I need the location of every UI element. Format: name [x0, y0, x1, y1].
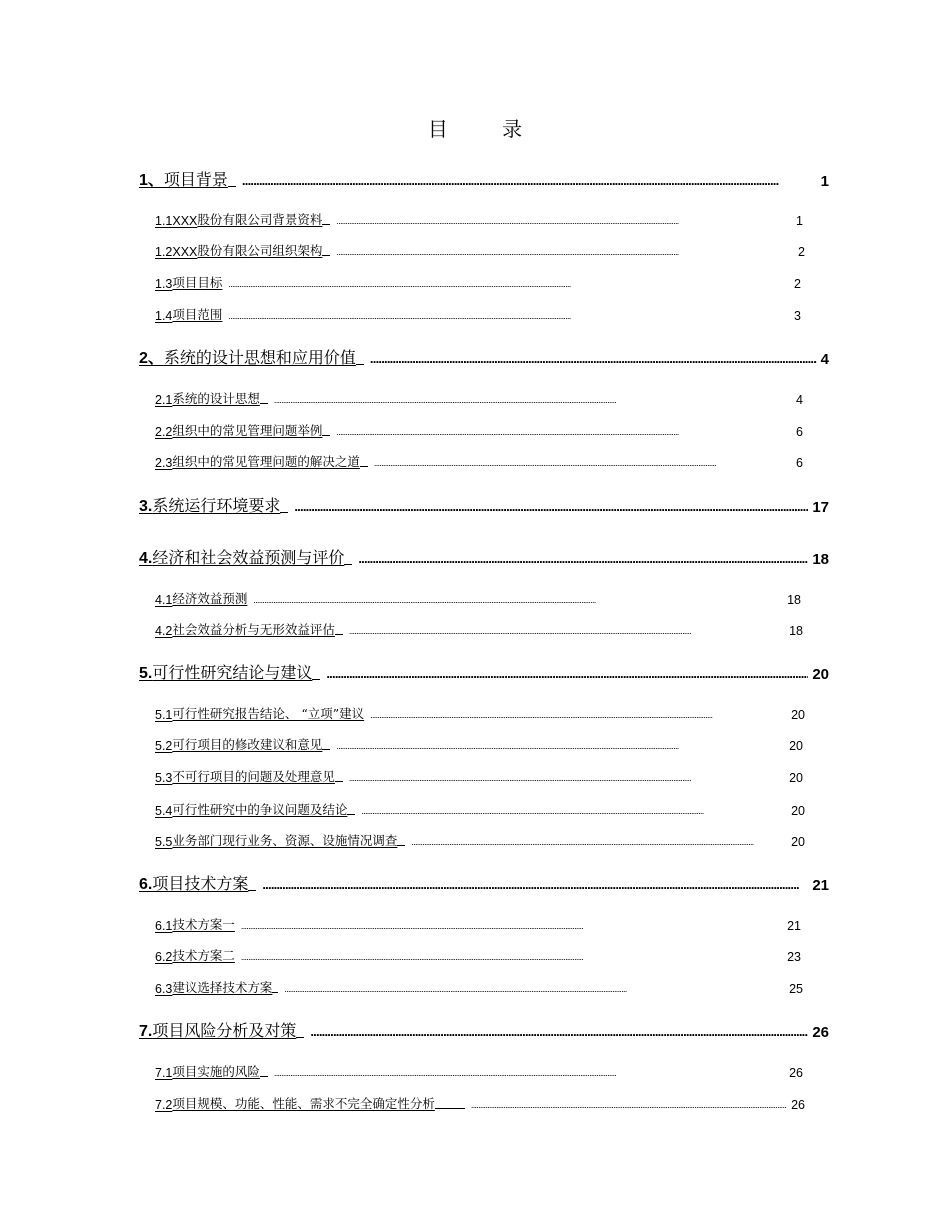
dot-leader — [228, 309, 790, 323]
entry-number: 2、 — [139, 350, 164, 367]
dot-leader — [284, 982, 785, 996]
toc-entry-6[interactable] — [139, 872, 829, 894]
toc-entry-2-3[interactable] — [155, 452, 803, 470]
entry-page: 25 — [789, 982, 803, 996]
entry-page: 20 — [791, 804, 805, 818]
toc-entry-5[interactable] — [139, 661, 829, 683]
entry-title: 业务部门现行业务、资源、设施情况调查 — [172, 833, 398, 848]
entry-number: 7. — [139, 1023, 153, 1040]
toc-entry-5-3[interactable] — [155, 767, 803, 785]
entry-title: 系统的设计思想和应用价值 — [163, 348, 356, 367]
entry-title: 项目规模、功能、性能、需求不完全确定性分析 — [172, 1096, 435, 1111]
entry-page: 26 — [791, 1098, 805, 1112]
entry-page: 20 — [789, 771, 803, 785]
toc-entry-5-2[interactable] — [155, 735, 803, 753]
entry-title: 组织中的常见管理问题的解决之道 — [172, 454, 360, 469]
entry-number: 6.3 — [155, 982, 173, 996]
entry-number: 1.4 — [155, 309, 173, 323]
toc-entry-4-1[interactable] — [155, 589, 801, 607]
entry-title: 社会效益分析与无形效益评估 — [172, 622, 335, 637]
toc-entry-5-1[interactable] — [155, 704, 805, 722]
entry-number: 5. — [139, 665, 153, 682]
dot-leader — [411, 835, 787, 849]
entry-number: 4.1 — [155, 593, 173, 607]
entry-title: 股份有限公司组织架构 — [197, 243, 323, 258]
entry-number: 6. — [139, 876, 153, 893]
entry-title: 项目技术方案 — [152, 874, 249, 893]
dot-leader — [349, 624, 785, 638]
entry-title: 股份有限公司背景资料 — [197, 212, 323, 227]
entry-title: 经济和社会效益预测与评价 — [152, 548, 345, 567]
toc-entry-5-4[interactable] — [155, 800, 805, 818]
toc-entry-7-2[interactable] — [155, 1094, 805, 1112]
entry-page: 20 — [789, 739, 803, 753]
dot-leader — [253, 593, 783, 607]
entry-page: 3 — [794, 309, 801, 323]
entry-title: 系统的设计思想 — [172, 391, 260, 406]
entry-page: 1 — [796, 214, 803, 228]
entry-number: 2.3 — [155, 456, 173, 470]
toc-entry-1-4[interactable] — [155, 305, 801, 323]
entry-number: 5.2 — [155, 739, 173, 753]
toc-entry-3[interactable] — [139, 494, 829, 516]
toc-entry-7-1[interactable] — [155, 1062, 803, 1080]
toc-entry-1-3[interactable] — [155, 273, 801, 291]
entry-number: 5.5 — [155, 835, 173, 849]
dot-leader — [358, 550, 808, 568]
dot-leader — [336, 245, 794, 259]
entry-page: 6 — [796, 456, 803, 470]
entry-page: 2 — [794, 277, 801, 291]
entry-title: 可行性研究结论与建议 — [152, 663, 313, 682]
entry-number: 4.2 — [155, 624, 173, 638]
entry-page: 4 — [820, 351, 829, 368]
entry-title: 技术方案二 — [172, 948, 235, 963]
entry-number: 1.3 — [155, 277, 173, 291]
entry-title: 项目背景 — [163, 170, 228, 189]
dot-leader — [262, 876, 808, 894]
entry-title: 可行项目的修改建议和意见 — [172, 737, 323, 752]
dot-leader — [336, 425, 792, 439]
entry-title: 技术方案一 — [172, 917, 235, 932]
entry-page: 20 — [791, 708, 805, 722]
dot-leader — [326, 665, 808, 683]
entry-title: 项目目标 — [172, 275, 223, 290]
dot-leader — [336, 214, 792, 228]
entry-title: 项目实施的风险 — [172, 1064, 260, 1079]
entry-number: 6.2 — [155, 950, 173, 964]
entry-page: 1 — [820, 173, 829, 190]
entry-page: 21 — [787, 919, 801, 933]
entry-page: 18 — [789, 624, 803, 638]
entry-page: 20 — [812, 666, 829, 683]
entry-title: 项目范围 — [172, 307, 223, 322]
dot-leader — [241, 950, 783, 964]
entry-number: 1.2XXX — [155, 245, 198, 259]
entry-number: 2.1 — [155, 393, 173, 407]
entry-page: 18 — [787, 593, 801, 607]
entry-page: 2 — [798, 245, 805, 259]
entry-number: 5.1 — [155, 708, 173, 722]
entry-page: 4 — [796, 393, 803, 407]
entry-number: 1.1XXX — [155, 214, 198, 228]
toc-entry-1-2[interactable] — [155, 241, 805, 259]
entry-title: 可行性研究中的争议问题及结论 — [172, 802, 348, 817]
entry-number: 6.1 — [155, 919, 173, 933]
toc-entry-2-2[interactable] — [155, 421, 803, 439]
entry-title: 组织中的常见管理问题举例 — [172, 423, 323, 438]
dot-leader — [228, 277, 790, 291]
toc-entry-6-2[interactable] — [155, 946, 801, 964]
toc-entry-2[interactable] — [139, 346, 829, 368]
toc-entry-5-5[interactable] — [155, 831, 805, 849]
toc-entry-6-3[interactable] — [155, 978, 803, 996]
entry-number: 2.2 — [155, 425, 173, 439]
toc-title: 目 录 — [427, 117, 547, 141]
entry-page: 23 — [787, 950, 801, 964]
dot-leader — [370, 708, 787, 722]
dot-leader — [242, 172, 817, 190]
dot-leader — [274, 1066, 785, 1080]
entry-number: 4. — [139, 550, 153, 567]
toc-entry-6-1[interactable] — [155, 915, 801, 933]
dot-leader — [374, 456, 792, 470]
toc-entry-1[interactable] — [139, 168, 829, 190]
dot-leader — [336, 739, 785, 753]
toc-entry-7[interactable] — [139, 1019, 829, 1041]
entry-page: 26 — [812, 1024, 829, 1041]
entry-number: 5.4 — [155, 804, 173, 818]
toc-entry-4[interactable] — [139, 546, 829, 568]
dot-leader — [361, 804, 787, 818]
dot-leader — [310, 1023, 808, 1041]
dot-leader — [471, 1098, 787, 1112]
entry-page: 21 — [812, 877, 829, 894]
dot-leader — [241, 919, 783, 933]
toc-entry-1-1[interactable] — [155, 210, 803, 228]
entry-page: 18 — [812, 551, 829, 568]
entry-title: 建议选择技术方案 — [172, 980, 273, 995]
entry-title: 可行性研究报告结论、 “立项”建议 — [172, 706, 365, 721]
entry-number: 5.3 — [155, 771, 173, 785]
entry-title: 项目风险分析及对策 — [152, 1021, 297, 1040]
entry-page: 17 — [812, 499, 829, 516]
entry-page: 6 — [796, 425, 803, 439]
entry-title: 不可行项目的问题及处理意见 — [172, 769, 335, 784]
entry-page: 26 — [789, 1066, 803, 1080]
dot-leader — [370, 350, 817, 368]
entry-title: 系统运行环境要求 — [152, 496, 281, 515]
dot-leader — [294, 498, 808, 516]
entry-number: 3. — [139, 498, 153, 515]
toc-entry-4-2[interactable] — [155, 620, 803, 638]
dot-leader — [349, 771, 785, 785]
entry-page: 20 — [791, 835, 805, 849]
dot-leader — [274, 393, 792, 407]
toc-entry-2-1[interactable] — [155, 389, 803, 407]
entry-number: 7.2 — [155, 1098, 173, 1112]
entry-number: 7.1 — [155, 1066, 173, 1080]
entry-number: 1、 — [139, 172, 164, 189]
entry-title: 经济效益预测 — [172, 591, 248, 606]
